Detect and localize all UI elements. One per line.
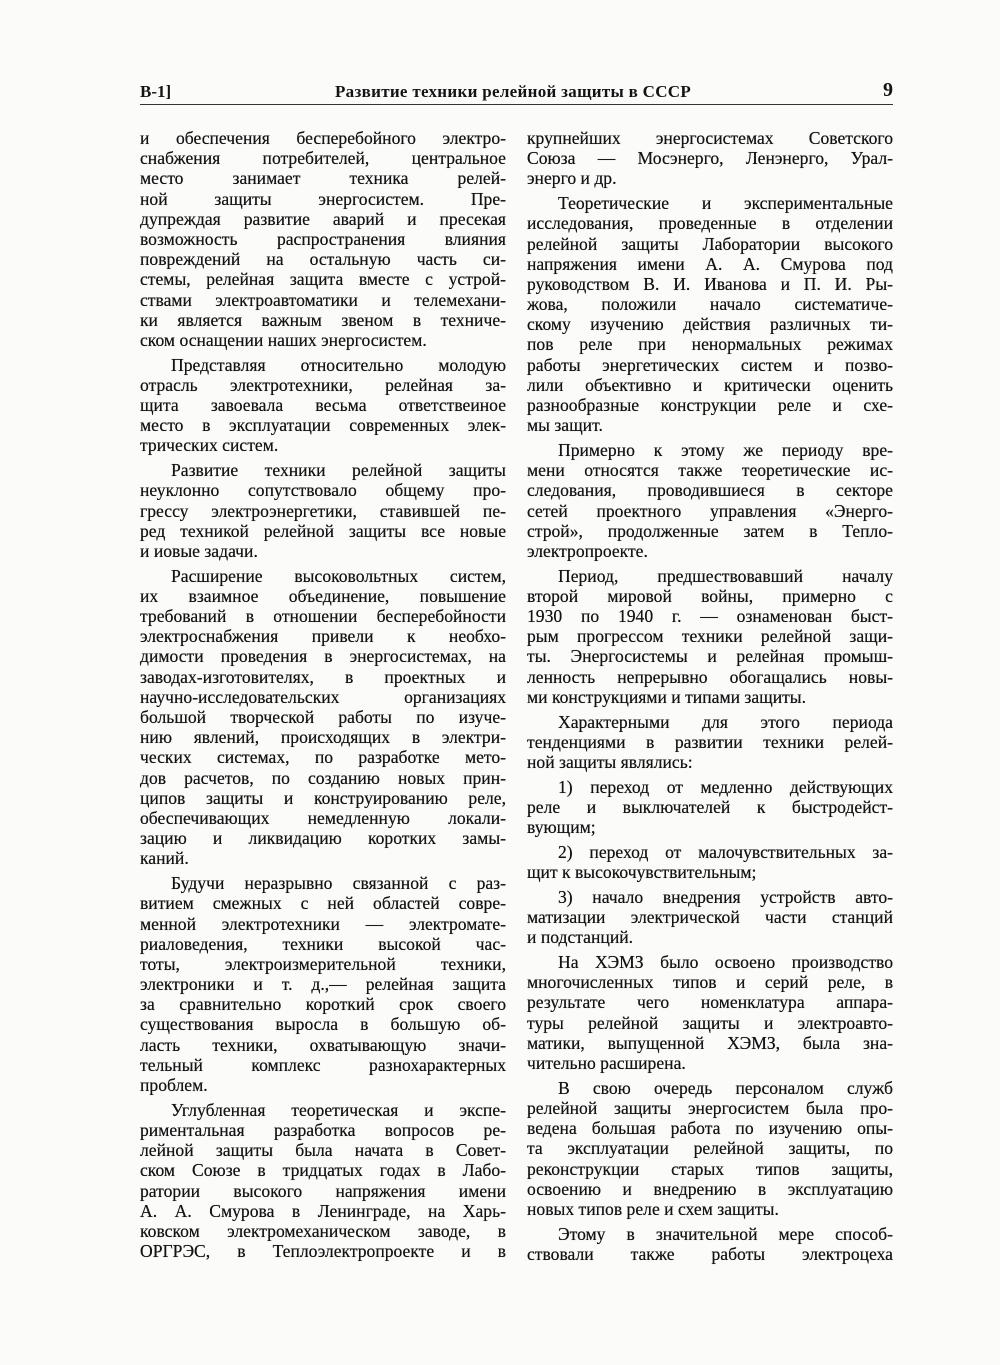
text-line: ципов защиты и конструированию реле, (140, 787, 506, 808)
text-line: и подстанций. (527, 927, 634, 948)
paragraph (527, 887, 893, 948)
text-line: руководством В. И. Иванова и П. И. Ры- (527, 273, 893, 294)
text-line: ском Союзе в тридцатых годах в Лабо- (140, 1160, 506, 1181)
text-line: и обеспечения бесперебойного электро- (140, 128, 506, 148)
text-line: электроники и т. д.,— релейная защита (140, 974, 506, 995)
paragraph (527, 193, 893, 435)
text-line: ред техникой релейной защиты все новые (140, 520, 506, 541)
text-line: реконструкции старых типов защиты, (527, 1158, 893, 1179)
text-line: энерго и др. (527, 168, 617, 189)
paragraph (527, 1224, 893, 1264)
text-line: ласть техники, охватывающую значи- (140, 1034, 506, 1055)
text-line: Углубленная теоретическая и экспе- (171, 1099, 506, 1120)
text-line: лили объективно и критически оценить (527, 374, 893, 395)
text-line: заводах-изготовителях, в проектных и (140, 666, 506, 687)
text-line: тоты, электроизмерительной техники, (140, 953, 506, 974)
text-line: 3) начало внедрения устройств авто- (558, 886, 893, 907)
text-line: работы энергетических систем и позво- (527, 354, 893, 375)
text-line: проблем. (140, 1075, 208, 1095)
text-line: 2) переход от малочувствительных за- (558, 841, 893, 862)
text-line: релейной защиты Лаборатории высокого (527, 233, 893, 254)
text-line: ной защиты энергосистем. Пре- (140, 188, 506, 209)
text-line: рым прогрессом техники релейной защи- (527, 626, 893, 647)
text-line: многочисленных типов и серий реле, в (527, 972, 893, 993)
text-line: пов реле при ненормальных режимах (527, 334, 893, 355)
text-line: ОРГРЭС, в Теплоэлектропроекте и в (140, 1241, 506, 1262)
text-line: чительно расширена. (527, 1053, 686, 1073)
text-line: разнообразные конструкции реле и схе- (527, 395, 893, 416)
text-line: строй», продолженные затем в Тепло- (527, 520, 893, 541)
text-line: тельный комплекс разнохарактерных (140, 1054, 506, 1075)
paragraph (527, 777, 893, 838)
text-line: обеспечивающих немедленную локали- (140, 807, 506, 828)
text-line: лейной защиты была начата в Совет- (140, 1140, 506, 1161)
text-line: за сравнительно короткий срок своего (140, 994, 506, 1015)
text-line: исследования, проведенные в отделении (527, 213, 893, 234)
text-line: та эксплуатации релейной защиты, по (527, 1138, 893, 1159)
text-line: ческих системах, по разработке мето- (140, 747, 506, 768)
text-line: электроснабжения привели к необхо- (140, 626, 506, 647)
paragraph (140, 1100, 506, 1262)
text-line: менной электротехники — электромате- (140, 913, 506, 934)
paragraph (527, 566, 893, 707)
text-line: матики, выпущенной ХЭМЗ, была зна- (527, 1032, 893, 1053)
text-line: повреждений на остальную часть си- (140, 249, 506, 270)
text-line: существования выросла в большую об- (140, 1014, 506, 1035)
text-line: второй мировой войны, примерно с (527, 585, 893, 606)
text-line: место занимает техника релей- (140, 168, 506, 189)
text-line: напряжения имени А. А. Смурова под (527, 253, 893, 274)
text-line: 1) переход от медленно действующих (558, 776, 893, 797)
text-line: электропроекте. (527, 540, 648, 561)
text-line: матизации электрической части станций (527, 907, 893, 928)
paragraph (140, 128, 506, 350)
text-line: риаловедения, техники высокой час- (140, 933, 506, 954)
paragraph (140, 873, 506, 1095)
text-line: Период, предшествовавший началу (558, 565, 893, 586)
text-line: ленность непрерывно обогащались новы- (527, 666, 893, 687)
paragraph (527, 712, 893, 773)
text-line: требований в отношении бесперебойности (140, 606, 506, 627)
text-line: Характерными для этого периода (558, 711, 893, 732)
paragraph (527, 1078, 893, 1219)
text-line: ратории высокого напряжения имени (140, 1180, 506, 1201)
text-line: следования, проводившиеся в секторе (527, 480, 893, 501)
text-line: витием смежных с ней областей совре- (140, 893, 506, 914)
text-line: скому изучению действия различных ти- (527, 314, 893, 335)
text-line: ковском электромеханическом заводе, в (140, 1220, 506, 1241)
text-line: ты. Энергосистемы и релейная промыш- (527, 646, 893, 667)
text-line: место в эксплуатации современных элек- (140, 415, 506, 436)
text-line: каний. (140, 848, 189, 869)
text-line: жова, положили начало систематиче- (527, 294, 893, 315)
text-line: реле и выключателей к быстродейст- (527, 796, 893, 817)
right-column (527, 128, 893, 1269)
text-line: Будучи неразрывно связанной с раз- (171, 873, 506, 894)
text-line: крупнейших энергосистемах Советского (527, 128, 893, 148)
text-line: А. А. Смурова в Ленинграде, на Харь- (140, 1200, 506, 1221)
text-line: трических систем. (140, 435, 279, 456)
paragraph (527, 952, 893, 1073)
text-line: новых типов реле и схем защиты. (527, 1198, 779, 1219)
paragraph (527, 440, 893, 561)
page-number: 9 (883, 79, 893, 101)
text-line: На ХЭМЗ было освоено производство (558, 952, 893, 973)
text-line: стемы, релейная защита вместе с устрой- (140, 269, 506, 290)
text-line: Расширение высоковольтных систем, (171, 565, 506, 586)
text-line: результате чего номенклатура аппара- (527, 992, 893, 1013)
text-line: релейной защиты энергосистем была про- (527, 1097, 893, 1118)
text-line: 1930 по 1940 г. — ознаменован быст- (527, 606, 893, 627)
text-line: отрасль электротехники, релейная за- (140, 374, 506, 395)
text-line: мени относятся также теоретические ис- (527, 460, 893, 481)
text-line: нию явлений, происходящих в электри- (140, 727, 506, 748)
text-line: ной защиты являлись: (527, 752, 693, 772)
text-line: снабжения потребителей, центральное (140, 148, 506, 169)
text-line: ки является важным звеном в техниче- (140, 309, 506, 330)
paragraph (140, 566, 506, 869)
text-line: щит к высокочувствительным; (527, 862, 757, 883)
text-line: грессу электроэнергетики, ставившей пе- (140, 500, 506, 521)
text-line: Представляя относительно молодую (171, 354, 506, 375)
text-line: Теоретические и экспериментальные (558, 193, 893, 214)
text-line: и иовые задачи. (140, 540, 258, 561)
text-line: вующим; (527, 817, 596, 838)
text-line: ском оснащении наших энергосистем. (140, 329, 427, 350)
text-line: научно-исследовательских организациях (140, 686, 506, 707)
paragraph (140, 460, 506, 561)
text-line: щита завоевала весьма ответствеиное (140, 395, 506, 416)
text-line: ми конструкциями и типами защиты. (527, 686, 807, 707)
paragraph (527, 128, 893, 189)
text-line: освоению и внедрению в эксплуатацию (527, 1178, 893, 1199)
running-header (140, 80, 893, 105)
text-line: туры релейной защиты и электроавто- (527, 1012, 893, 1033)
text-line: неуклонно сопутствовало общему про- (140, 480, 506, 501)
text-line: ствовали также работы электроцеха (527, 1243, 893, 1264)
text-line: мы защит. (527, 415, 603, 436)
running-title: Развитие техники релейной защиты в СССР (335, 82, 692, 101)
text-line: дупреждая развитие аварий и пресекая (140, 208, 506, 229)
text-line: Союза — Мосэнерго, Ленэнерго, Урал- (527, 148, 893, 169)
left-column (140, 128, 506, 1266)
text-line: Этому в значительной мере способ- (558, 1223, 893, 1244)
text-line: возможность распространения влияния (140, 228, 506, 249)
paragraph (527, 842, 893, 882)
paragraph (140, 355, 506, 456)
text-line: их взаимное объединение, повышение (140, 585, 506, 606)
text-line: ведена большая работа по изучению опы- (527, 1118, 893, 1139)
section-number: В-1] (140, 82, 172, 101)
text-line: дов расчетов, по созданию новых прин- (140, 767, 506, 788)
text-line: большой творческой работы по изуче- (140, 707, 506, 728)
text-line: Развитие техники релейной защиты (171, 460, 506, 481)
text-line: Примерно к этому же периоду вре- (558, 440, 893, 460)
text-line: зацию и ликвидацию коротких замы- (140, 828, 506, 849)
text-line: В свою очередь персоналом служб (558, 1077, 893, 1098)
text-line: ствами электроавтоматики и телемехани- (140, 289, 506, 310)
text-line: сетей проектного управления «Энерго- (527, 500, 893, 521)
text-line: тенденциями в развитии техники релей- (527, 731, 893, 752)
text-line: риментальная разработка вопросов ре- (140, 1119, 506, 1140)
text-line: димости проведения в энергосистемах, на (140, 646, 506, 667)
